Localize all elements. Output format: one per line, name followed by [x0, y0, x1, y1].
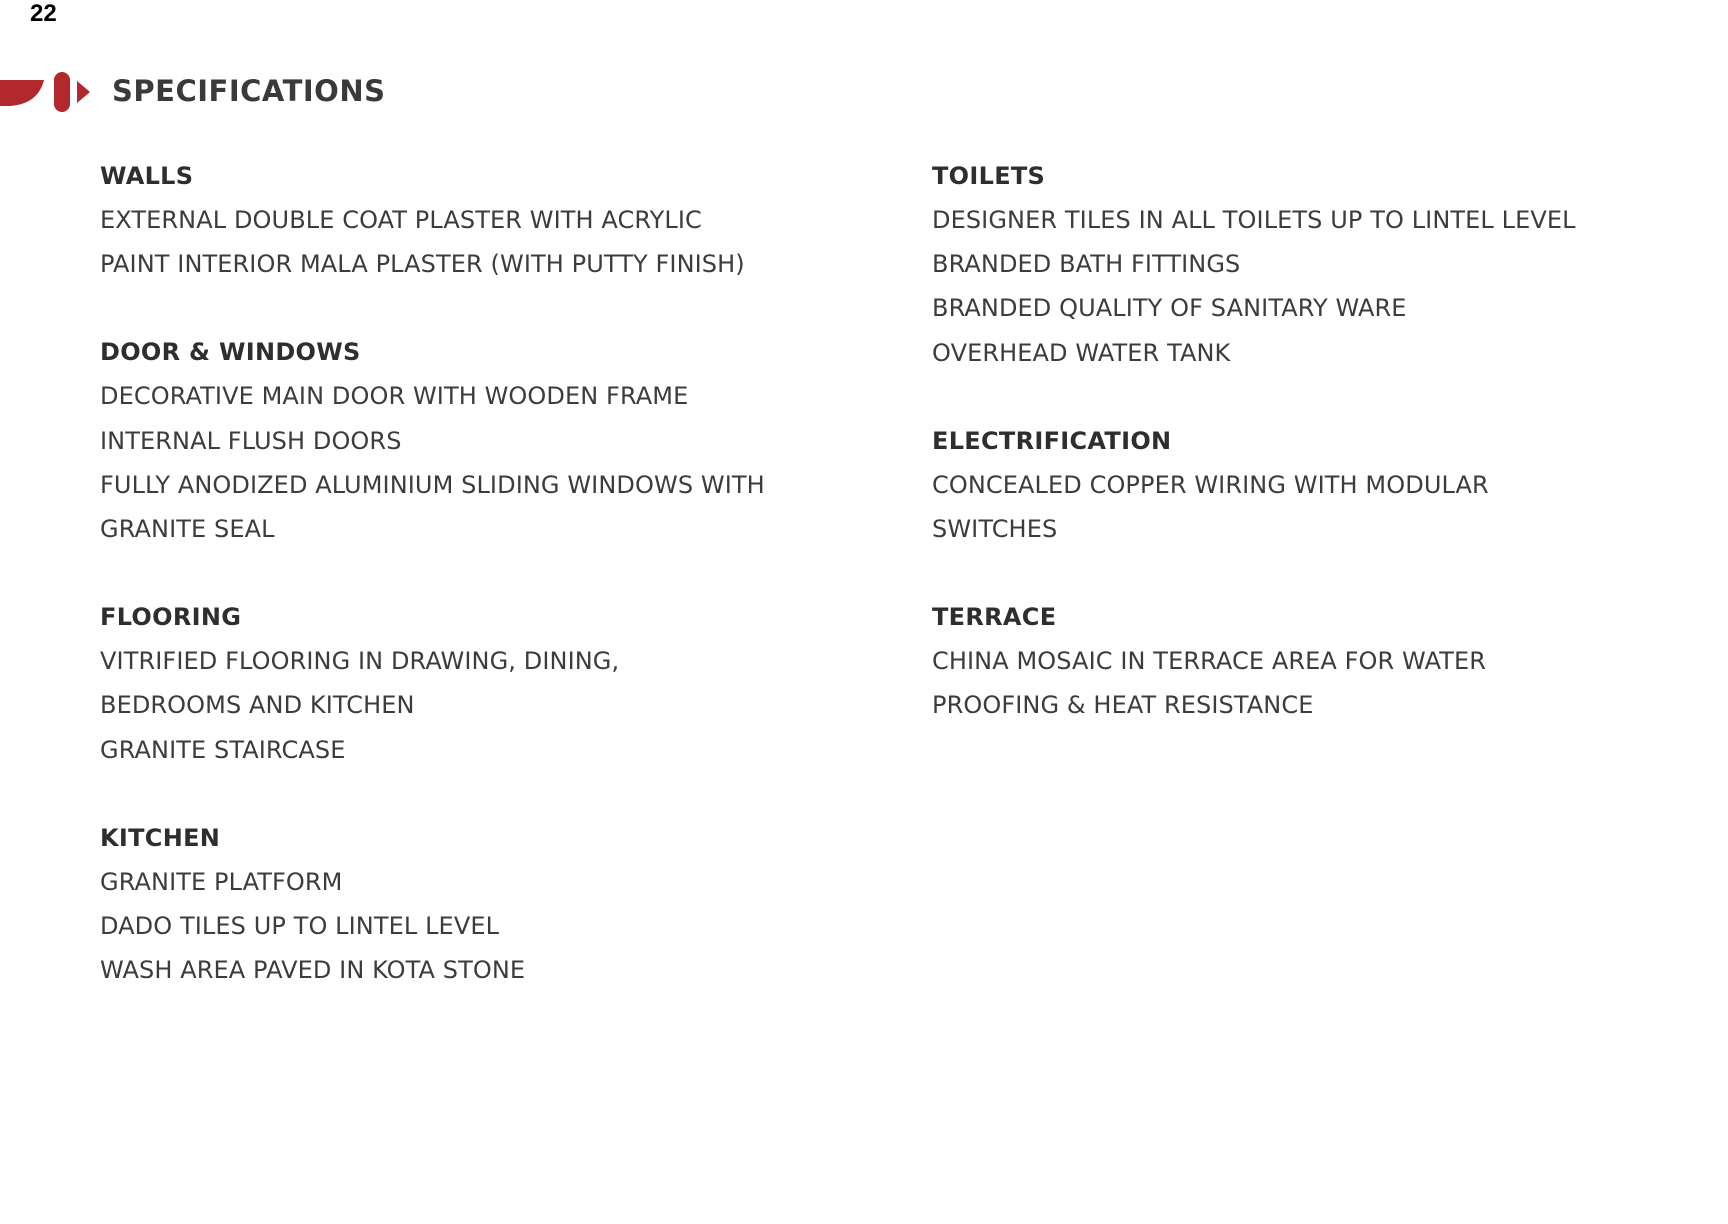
spec-section [100, 816, 860, 993]
section-heading: FLOORING [100, 603, 242, 632]
spec-line: DADO TILES UP TO LINTEL LEVEL [100, 912, 500, 941]
spec-line: CONCEALED COPPER WIRING WITH MODULAR [932, 470, 1489, 499]
spec-section [932, 154, 1712, 375]
spec-line: PAINT INTERIOR MALA PLASTER (WITH PUTTY FINISH) [100, 250, 745, 279]
spec-line: GRANITE STAIRCASE [100, 735, 346, 764]
spec-line: BRANDED QUALITY OF SANITARY WARE [932, 294, 1407, 323]
section-heading: WALLS [100, 162, 194, 190]
spec-section [100, 154, 860, 286]
brand-mark-icon [0, 64, 96, 118]
page-number: 22 [30, 0, 57, 27]
spec-line: BEDROOMS AND KITCHEN [100, 691, 415, 720]
spec-line: DECORATIVE MAIN DOOR WITH WOODEN FRAME [100, 382, 689, 411]
spec-section [932, 595, 1712, 727]
spec-section [100, 595, 860, 772]
spec-line: OVERHEAD WATER TANK [932, 338, 1231, 367]
section-heading: TERRACE [932, 603, 1057, 632]
spec-line: FULLY ANODIZED ALUMINIUM SLIDING WINDOWS WITH [100, 470, 765, 499]
left-column [100, 154, 860, 1036]
spec-line: VITRIFIED FLOORING IN DRAWING, DINING, [100, 647, 620, 676]
spec-section [932, 419, 1712, 551]
spec-line: WASH AREA PAVED IN KOTA STONE [100, 956, 526, 985]
spec-line: BRANDED BATH FITTINGS [932, 250, 1241, 279]
right-column [932, 154, 1712, 772]
spec-line: DESIGNER TILES IN ALL TOILETS UP TO LINTEL LEVEL [932, 206, 1576, 234]
section-heading: ELECTRIFICATION [932, 426, 1172, 455]
spec-line: GRANITE PLATFORM [100, 867, 343, 896]
section-heading: DOOR & WINDOWS [100, 338, 361, 367]
spec-line: GRANITE SEAL [100, 515, 275, 544]
spec-line: INTERNAL FLUSH DOORS [100, 426, 402, 455]
spec-line: EXTERNAL DOUBLE COAT PLASTER WITH ACRYLIC [100, 206, 702, 234]
spec-line: PROOFING & HEAT RESISTANCE [932, 691, 1314, 720]
page-title: SPECIFICATIONS [112, 74, 386, 108]
spec-section [100, 330, 860, 551]
section-heading: TOILETS [932, 162, 1046, 190]
spec-line: SWITCHES [932, 515, 1058, 544]
spec-line: CHINA MOSAIC IN TERRACE AREA FOR WATER [932, 647, 1487, 676]
section-heading: KITCHEN [100, 823, 221, 852]
